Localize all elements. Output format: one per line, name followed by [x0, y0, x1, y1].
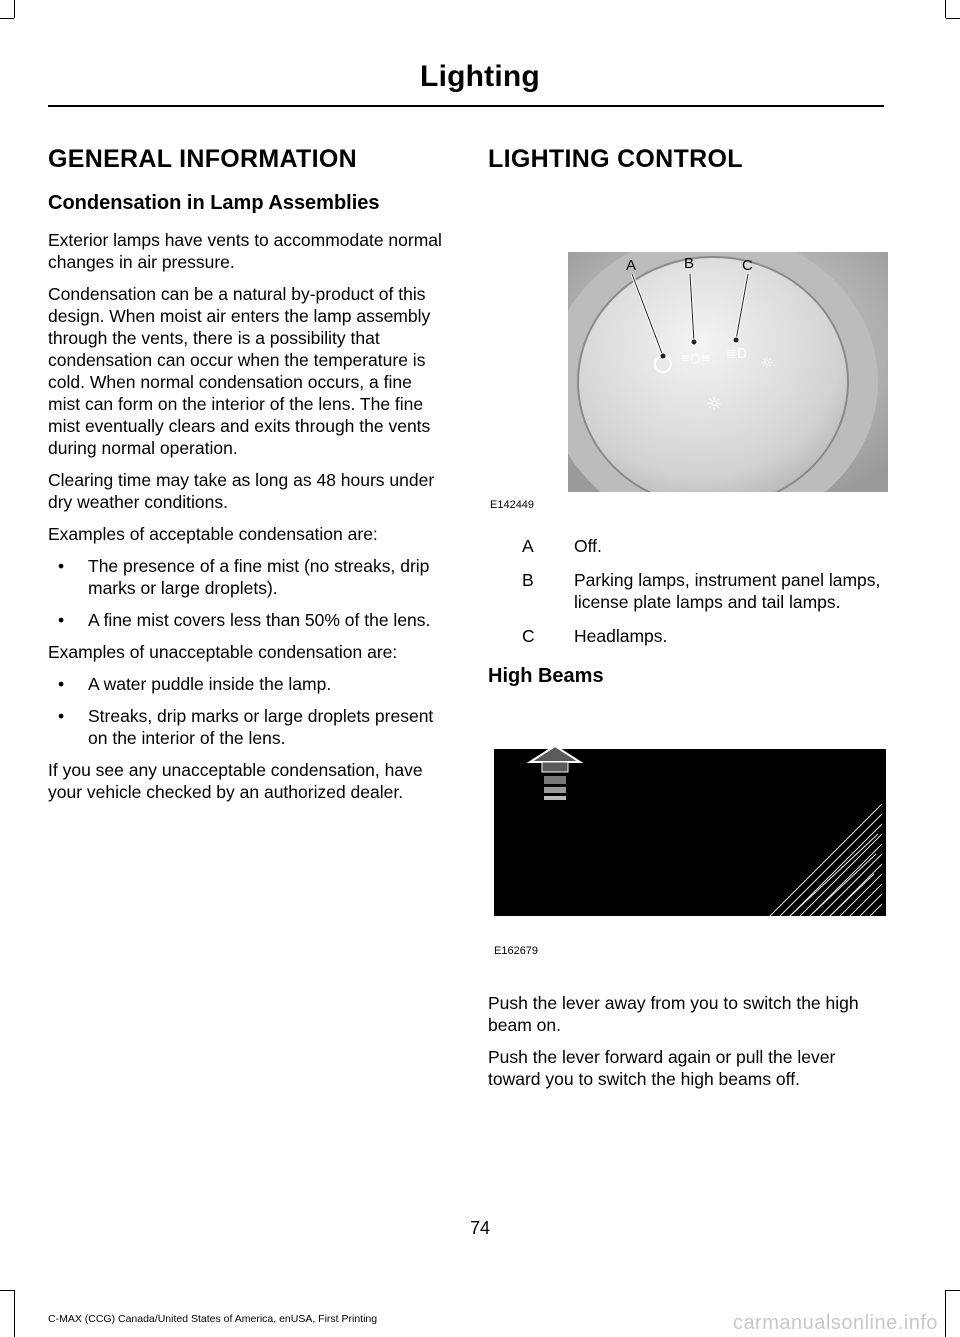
list-item-text: A water puddle inside the lamp. [88, 674, 332, 694]
paragraph: Examples of unacceptable condensation are: [48, 642, 398, 662]
bullet-symbol: • [58, 556, 65, 576]
figure-label-b: B [684, 255, 695, 272]
legend-letter: C [522, 626, 535, 646]
legend-text: Off. [574, 536, 602, 556]
list-item-text: Streaks, drip marks or large droplets present on the interior of the lens. [88, 706, 434, 748]
paragraph: Push the lever forward again or pull the lever toward you to switch the high beams off. [488, 1047, 836, 1089]
page-number: 74 [469, 1218, 491, 1238]
figure-code: E162679 [494, 945, 539, 957]
svg-text:☼: ☼ [760, 354, 774, 372]
legend-row [488, 569, 888, 613]
bullet-symbol: • [58, 674, 65, 694]
section-heading: LIGHTING CONTROL [488, 145, 743, 173]
section-subheading: High Beams [488, 665, 604, 687]
bullet-symbol: • [58, 610, 65, 630]
crop-mark [0, 18, 14, 19]
crop-mark [945, 1290, 946, 1337]
list-item [48, 609, 448, 631]
paragraph: Clearing time may take as long as 48 hours under dry weather conditions. [48, 470, 435, 512]
paragraph: Condensation can be a natural by-product of this design. When moist air enters the lamp assembly through the vents, there is a possibility that condensation can occur when the temperature is cold. When normal condensation occurs, a fine mist can form on the interior of the lens. The fine mist eventually clears and exits through the vents during normal operation. [48, 284, 431, 458]
lighting-dial-illustration [568, 252, 888, 492]
legend-row [488, 535, 888, 557]
footer-text: C-MAX (CCG) Canada/United States of America, enUSA, First Printing [48, 1313, 378, 1325]
list-item [48, 555, 448, 599]
header-divider [48, 105, 884, 107]
svg-text:☼: ☼ [706, 394, 723, 415]
legend-text: Parking lamps, instrument panel lamps, license plate lamps and tail lamps. [574, 570, 881, 612]
list-item-text: A fine mist covers less than 50% of the lens. [88, 610, 431, 630]
paragraph: Examples of acceptable condensation are: [48, 524, 378, 544]
right-column [488, 145, 888, 1100]
high-beam-figure [488, 702, 888, 992]
paragraph: Push the lever away from you to switch the high beam on. [488, 993, 859, 1035]
watermark: carmanualsonline.info [732, 1312, 938, 1334]
high-beam-illustration [490, 734, 886, 916]
bullet-symbol: • [58, 706, 65, 726]
legend-row [488, 625, 888, 647]
svg-text:≡○≡: ≡○≡ [680, 351, 711, 365]
crop-mark [14, 0, 15, 18]
list-item-text: The presence of a fine mist (no streaks, drip marks or large droplets). [88, 556, 430, 598]
list-item [48, 705, 448, 749]
legend-letter: A [522, 536, 534, 556]
figure-code: E142449 [490, 499, 535, 511]
crop-mark [14, 1290, 15, 1337]
crop-mark [946, 18, 960, 19]
legend-text: Headlamps. [574, 626, 668, 646]
svg-text:≣D: ≣D [726, 347, 747, 362]
list-item [48, 673, 448, 695]
crop-mark [945, 0, 946, 18]
section-heading: GENERAL INFORMATION [48, 145, 357, 173]
figure-label-c: C [742, 257, 753, 274]
lighting-control-figure [488, 192, 888, 517]
page-title: Lighting [420, 60, 540, 93]
paragraph: Exterior lamps have vents to accommodate normal changes in air pressure. [48, 230, 442, 272]
section-subheading: Condensation in Lamp Assemblies [48, 192, 380, 214]
figure-label-a: A [626, 257, 637, 274]
left-column [48, 145, 448, 813]
paragraph: If you see any unacceptable condensation, have your vehicle checked by an authorized dealer. [48, 760, 423, 802]
crop-mark [0, 1290, 14, 1291]
legend [488, 535, 888, 647]
crop-mark [946, 1290, 960, 1291]
legend-letter: B [522, 570, 534, 590]
